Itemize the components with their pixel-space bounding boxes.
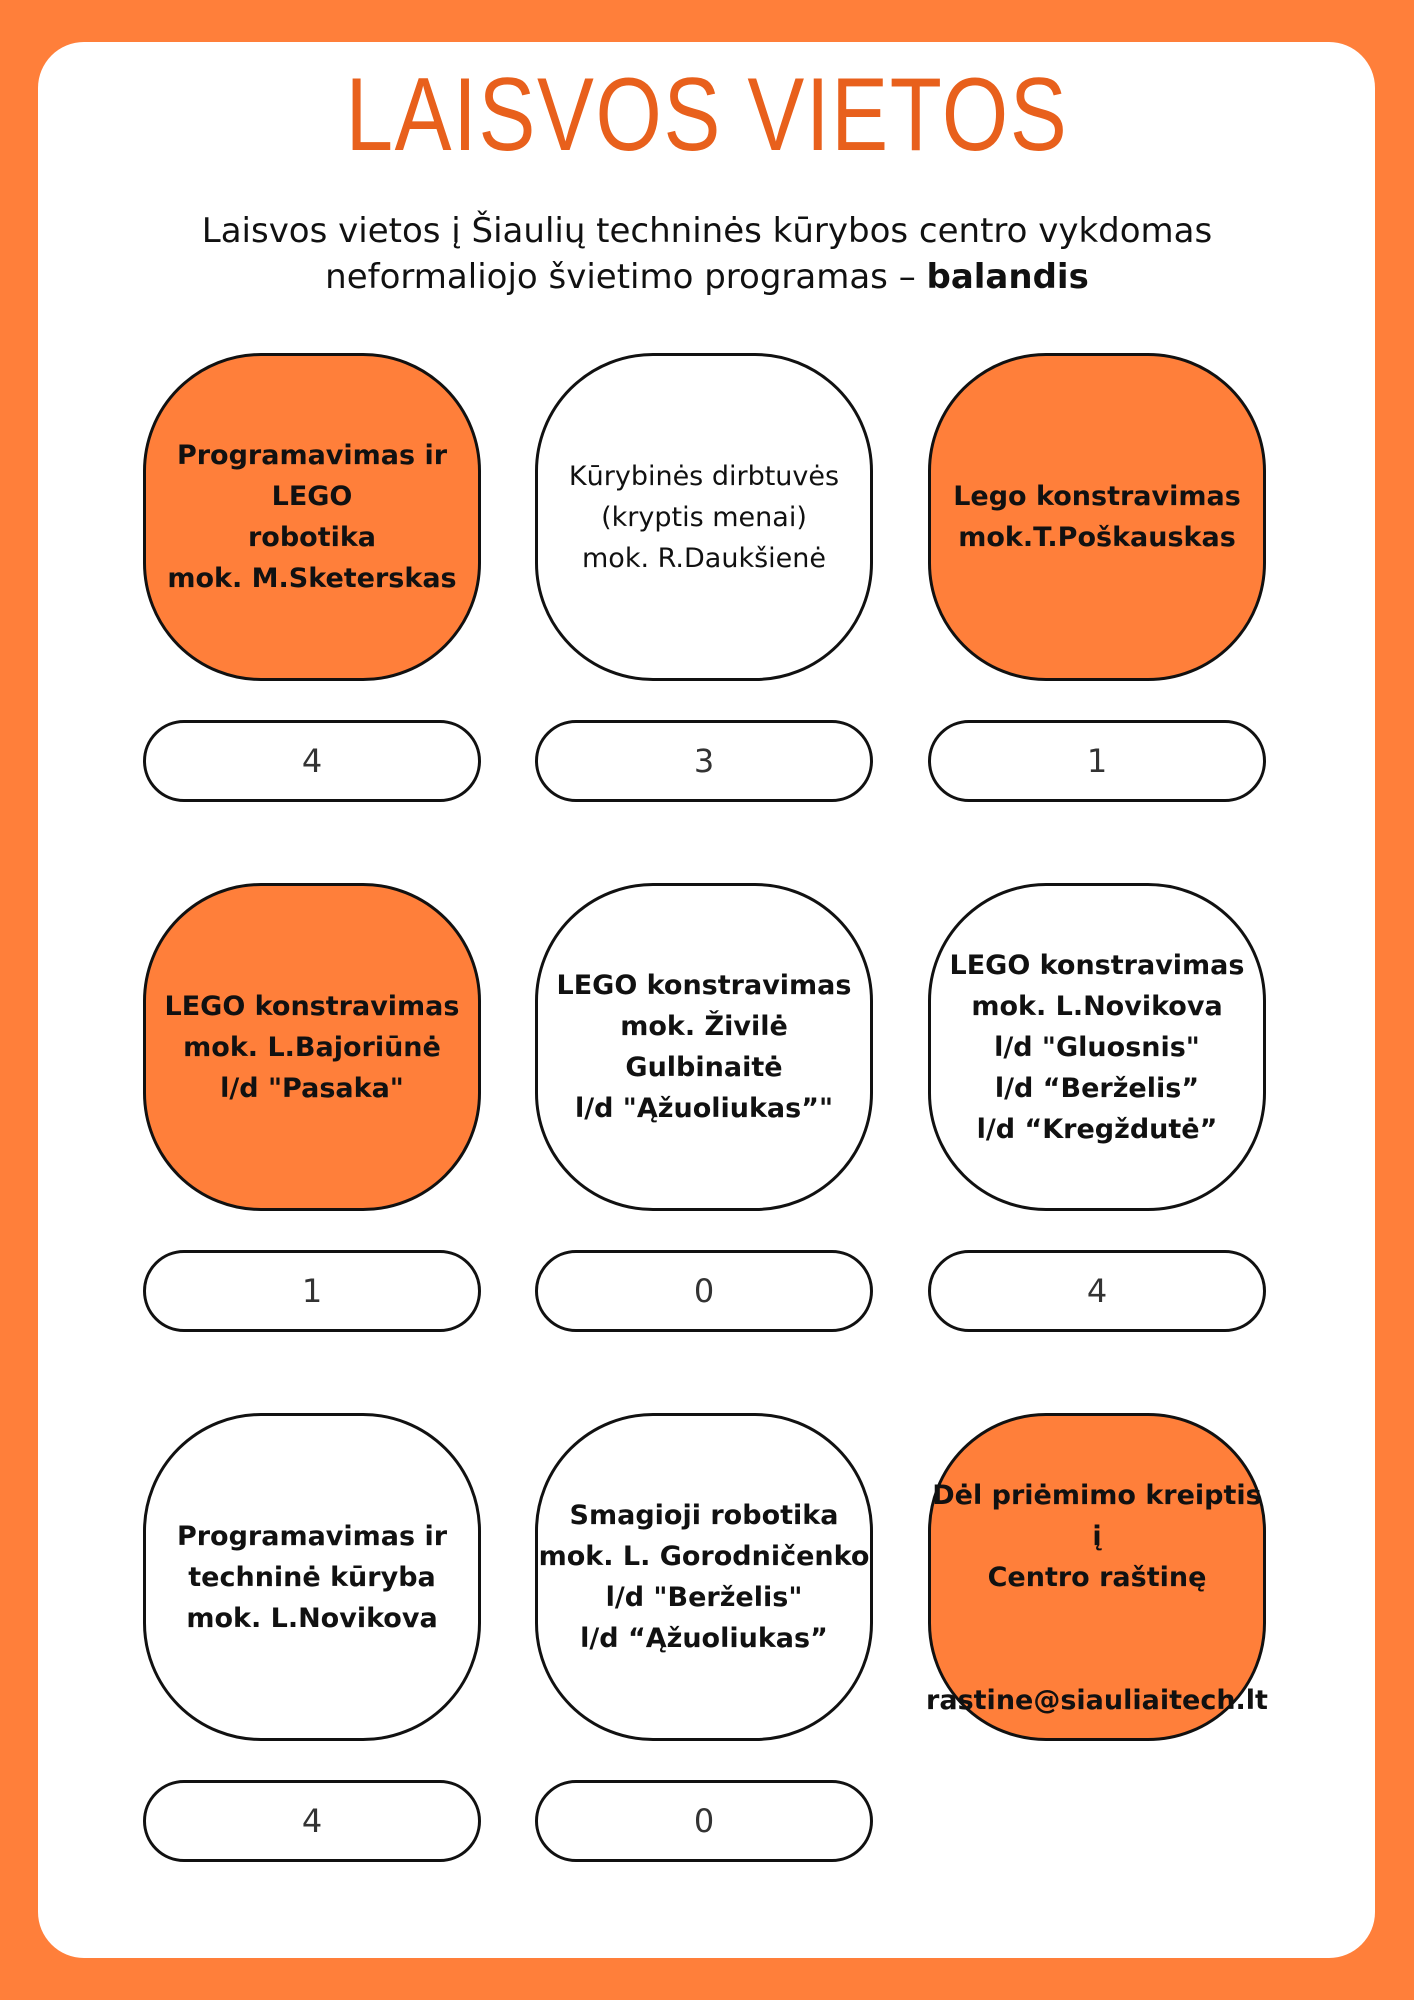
program-label: Programavimas ir LEGO robotika mok. M.Sketerskas <box>167 440 457 594</box>
program-card <box>928 883 1266 1211</box>
program-card <box>143 883 481 1211</box>
seats-count: 1 <box>143 1250 481 1332</box>
seats-count: 4 <box>928 1250 1266 1332</box>
seats-count: 4 <box>143 720 481 802</box>
program-card <box>535 1413 873 1741</box>
program-label: LEGO konstravimas mok. Živilė Gulbinaitė l/d "Ąžuoliukas”" <box>556 970 852 1124</box>
program-label: Smagioji robotika mok. L. Gorodničenko l/d "Berželis" l/d “Ąžuoliukas” <box>538 1500 870 1654</box>
seats-count: 3 <box>535 720 873 802</box>
program-label: Programavimas ir techninė kūryba mok. L.Novikova <box>176 1520 448 1634</box>
program-label: LEGO konstravimas mok. L.Bajoriūnė l/d "Pasaka" <box>164 990 460 1104</box>
contact-text: Dėl priėmimo kreiptis į Centro raštinę <box>932 1479 1262 1593</box>
program-card <box>143 1413 481 1741</box>
subtitle-line-2: neformaliojo švietimo programas – <box>325 257 927 297</box>
seats-count: 1 <box>928 720 1266 802</box>
program-card <box>143 353 481 681</box>
seats-count: 4 <box>143 1780 481 1862</box>
seats-count: 0 <box>535 1780 873 1862</box>
program-label: Kūrybinės dirbtuvės (kryptis menai) mok. R.Daukšienė <box>568 460 840 574</box>
program-card <box>535 883 873 1211</box>
seats-count: 0 <box>535 1250 873 1332</box>
contact-email[interactable]: rastine@siauliaitech.lt <box>926 1684 1268 1716</box>
program-card <box>928 353 1266 681</box>
subtitle-line-1: Laisvos vietos į Šiaulių techninės kūrybos centro vykdomas <box>201 211 1213 251</box>
page-subtitle <box>0 208 1414 300</box>
contact-card <box>928 1413 1266 1741</box>
program-label: Lego konstravimas mok.T.Poškauskas <box>953 481 1241 553</box>
contact-info <box>926 1434 1268 1721</box>
program-label: LEGO konstravimas mok. L.Novikova l/d "Gluosnis" l/d “Berželis” l/d “Kregždutė” <box>949 949 1245 1145</box>
program-card <box>535 353 873 681</box>
page-title: LAISVOS VIETOS <box>345 57 1069 173</box>
subtitle-month: balandis <box>926 257 1089 297</box>
